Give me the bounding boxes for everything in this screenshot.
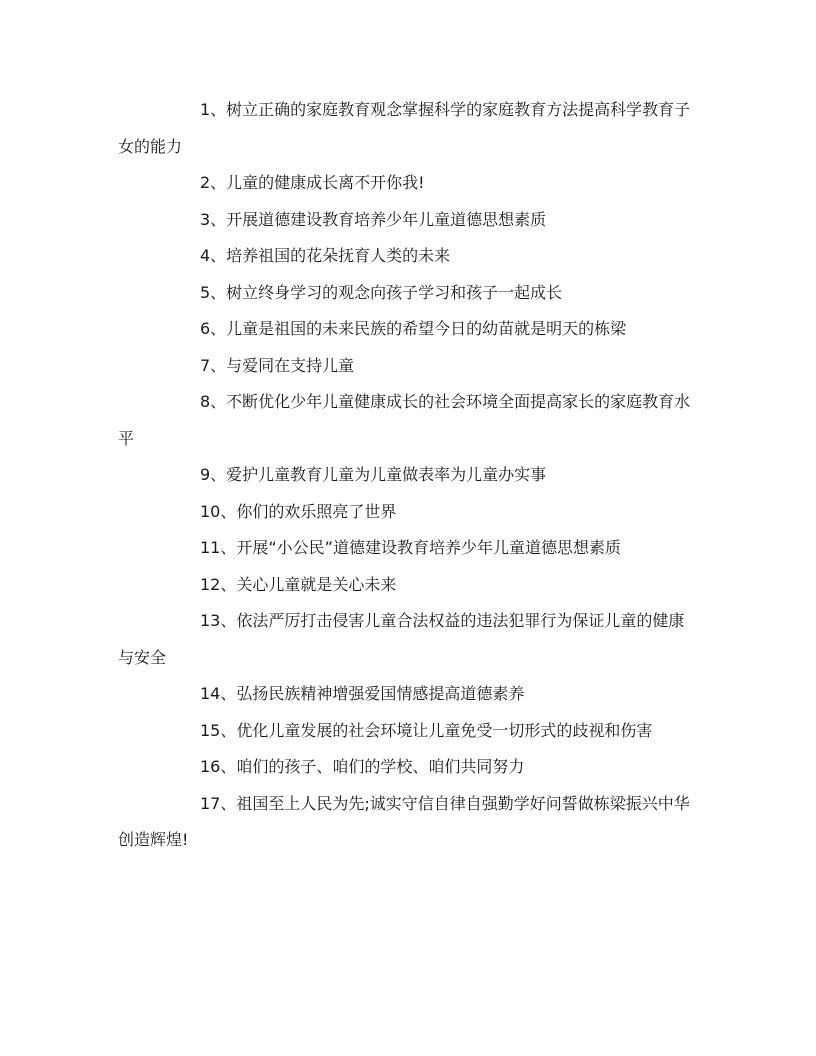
list-item: 8、不断优化少年儿童健康成长的社会环境全面提高家长的家庭教育水平 — [118, 392, 691, 448]
list-item: 14、弘扬民族精神增强爱国情感提高道德素养 — [200, 684, 525, 703]
list-item: 4、培养祖国的花朵抚育人类的未来 — [200, 246, 451, 265]
list-item: 10、你们的欢乐照亮了世界 — [200, 501, 397, 521]
list-item: 7、与爱同在支持儿童 — [200, 355, 355, 375]
list-item: 16、咱们的孩子、咱们的学校、咱们共同努力 — [200, 757, 525, 776]
list-item: 2、儿童的健康成长离不开你我! — [200, 173, 425, 192]
list-item: 5、树立终身学习的观念向孩子学习和孩子一起成长 — [200, 282, 563, 302]
list-item: 11、开展“小公民”道德建设教育培养少年儿童道德思想素质 — [200, 538, 621, 557]
list-item: 6、儿童是祖国的未来民族的希望今日的幼苗就是明天的栋梁 — [200, 319, 627, 338]
list-item: 3、开展道德建设教育培养少年儿童道德思想素质 — [200, 209, 547, 229]
slogan-list — [118, 92, 698, 859]
list-item: 12、关心儿童就是关心未来 — [200, 574, 397, 594]
list-item: 13、依法严厉打击侵害儿童合法权益的违法犯罪行为保证儿童的健康与安全 — [118, 611, 685, 667]
list-item: 1、树立正确的家庭教育观念掌握科学的家庭教育方法提高科学教育子女的能力 — [118, 100, 691, 156]
list-item: 17、祖国至上人民为先;诚实守信自律自强勤学好问誓做栋梁振兴中华创造辉煌! — [118, 793, 690, 849]
list-item: 15、优化儿童发展的社会环境让儿童免受一切形式的歧视和伤害 — [200, 720, 653, 740]
list-item: 9、爱护儿童教育儿童为儿童做表率为儿童办实事 — [200, 465, 547, 484]
